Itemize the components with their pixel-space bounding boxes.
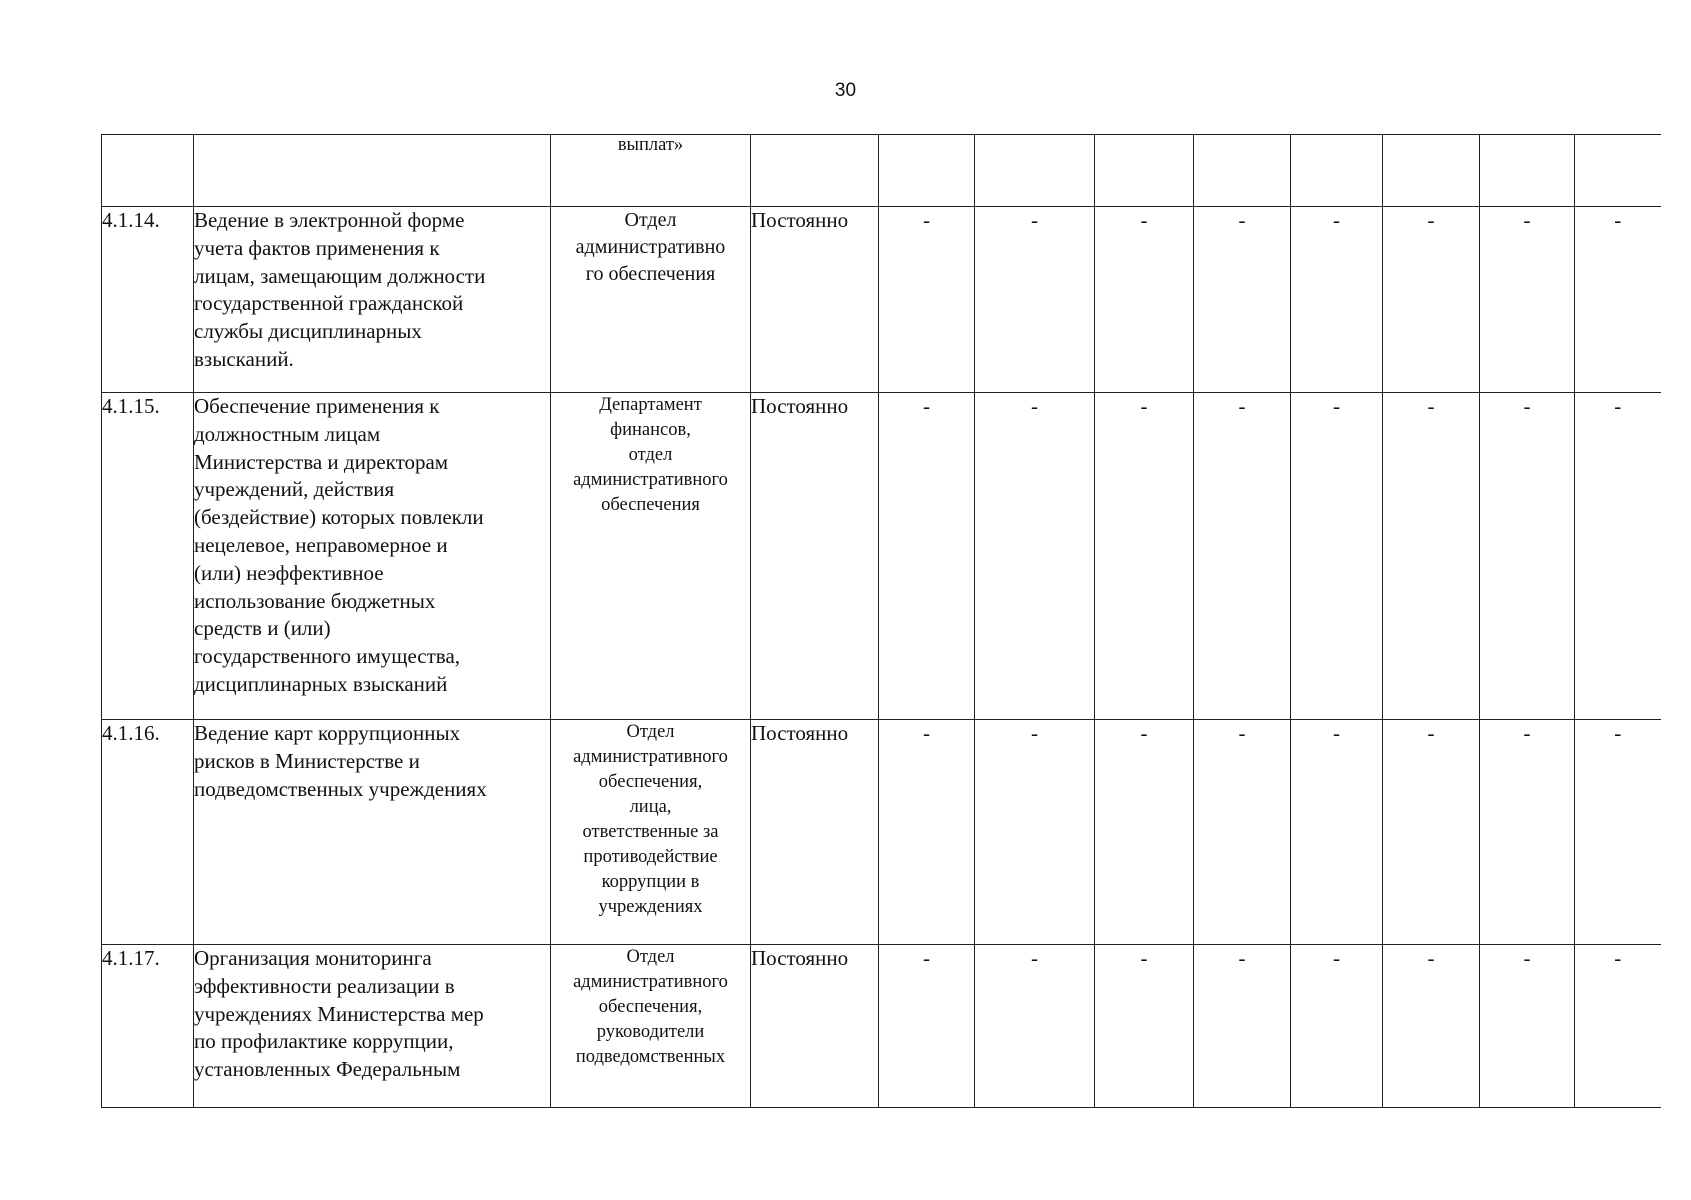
value-cell: - [879, 207, 975, 393]
value-cell: - [1095, 207, 1194, 393]
table-row [102, 945, 1661, 1108]
value-cell [975, 135, 1095, 207]
desc-cell [194, 135, 551, 207]
value-cell: - [879, 945, 975, 1108]
value-cell: - [1383, 945, 1480, 1108]
value-cell: - [1095, 945, 1194, 1108]
value-cell: - [1480, 720, 1575, 945]
value-cell: - [1383, 393, 1480, 720]
value-cell: - [1095, 393, 1194, 720]
value-cell: - [1575, 207, 1661, 393]
row-number: 4.1.15. [102, 393, 194, 720]
table-row [102, 393, 1661, 720]
row-number: 4.1.17. [102, 945, 194, 1108]
responsible-executor: Департамент финансов, отдел административного обеспечения [551, 393, 751, 720]
value-cell: - [975, 207, 1095, 393]
value-cell: - [1291, 207, 1383, 393]
value-cell: - [1575, 720, 1661, 945]
measure-description: Обеспечение применения к должностным лицам Министерства и директорам учреждений, действия (бездействие) которых повлекли нецелевое, неправомерное и (или) неэффективное использование бюджетных средств и (или) государственного имущества, дисциплинарных взысканий [194, 393, 551, 720]
deadline: Постоянно [751, 393, 879, 720]
value-cell: - [975, 720, 1095, 945]
continuation-row [102, 135, 1661, 207]
value-cell: - [1291, 720, 1383, 945]
value-cell [1575, 135, 1661, 207]
value-cell [1194, 135, 1291, 207]
table-row [102, 720, 1661, 945]
measures-table [101, 134, 1661, 1108]
responsible-executor: Отдел административного обеспечения, лица, ответственные за противодействие коррупции в учреждениях [551, 720, 751, 945]
value-cell: - [1291, 945, 1383, 1108]
measure-description: Ведение карт коррупционных рисков в Министерстве и подведомственных учреждениях [194, 720, 551, 945]
value-cell [1480, 135, 1575, 207]
row-number: 4.1.16. [102, 720, 194, 945]
responsible-executor: Отдел административно го обеспечения [551, 207, 751, 393]
value-cell: - [1383, 720, 1480, 945]
num-cell [102, 135, 194, 207]
value-cell: - [1194, 207, 1291, 393]
value-cell: - [879, 720, 975, 945]
value-cell [879, 135, 975, 207]
term-cell [751, 135, 879, 207]
value-cell: - [1575, 393, 1661, 720]
value-cell: - [1480, 945, 1575, 1108]
value-cell: - [1575, 945, 1661, 1108]
responsible-executor: Отдел административного обеспечения, руководители подведомственных [551, 945, 751, 1108]
value-cell: - [975, 945, 1095, 1108]
value-cell [1383, 135, 1480, 207]
value-cell: - [1194, 393, 1291, 720]
responsible-cell: выплат» [551, 135, 751, 207]
deadline: Постоянно [751, 945, 879, 1108]
value-cell: - [1480, 207, 1575, 393]
value-cell: - [1383, 207, 1480, 393]
table-row [102, 207, 1661, 393]
row-number: 4.1.14. [102, 207, 194, 393]
value-cell: - [1194, 945, 1291, 1108]
value-cell: - [975, 393, 1095, 720]
value-cell: - [879, 393, 975, 720]
deadline: Постоянно [751, 207, 879, 393]
measure-description: Организация мониторинга эффективности реализации в учреждениях Министерства мер по профилактике коррупции, установленных Федеральным [194, 945, 551, 1108]
value-cell: - [1480, 393, 1575, 720]
measure-description: Ведение в электронной форме учета фактов применения к лицам, замещающим должности государственной гражданской службы дисциплинарных взысканий. [194, 207, 551, 393]
deadline: Постоянно [751, 720, 879, 945]
value-cell [1291, 135, 1383, 207]
value-cell [1095, 135, 1194, 207]
value-cell: - [1095, 720, 1194, 945]
page-number: 30 [834, 80, 857, 101]
value-cell: - [1194, 720, 1291, 945]
value-cell: - [1291, 393, 1383, 720]
